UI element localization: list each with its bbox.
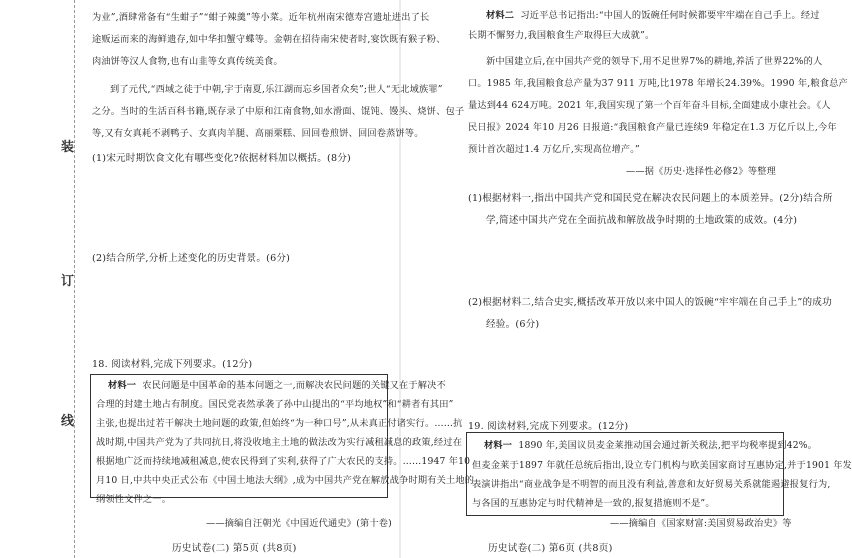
text-line: 表演讲指出“商业战争是不明智的而且没有利益,善意和友好贸易关系就能遏避报复行为, (472, 479, 831, 490)
binding-mark-zhuang: 装 (61, 134, 74, 157)
text-line: 月10 日,中共中央正式公布《中国土地法大纲》,成为中国共产党在解放战争时期有关土地的 (96, 475, 475, 486)
right-page (400, 0, 852, 558)
question-2: (2)根据材料二,结合史实,概括改革开放以来中国人的饭碗“牢牢端在自己手上”的成功 (468, 297, 832, 308)
question-2: (2)结合所学,分析上述变化的历史背景。(6分) (92, 253, 291, 264)
binding-mark-ding: 订 (61, 268, 74, 291)
page-footer: 历史试卷(二) 第5页 (共8页) (172, 543, 297, 554)
text-line: 途贩运而来的海鲜遗存,如中华扣蟹守蝶等。金朝在招待南宋使者时,宴饮既有猴子粉、 (92, 34, 446, 45)
material-label: 材料二 (486, 10, 515, 21)
source-citation: ——据《历史·选择性必修2》等整理 (626, 166, 776, 177)
text-line: 纲领性文件之一。 (96, 494, 172, 505)
page-footer: 历史试卷(二) 第6页 (共8页) (488, 543, 613, 554)
text-line: 长期不懈努力,我国粮食生产取得巨大成就”。 (468, 30, 655, 41)
text-line: 等,又有女真耗不剥鸭子、女真肉羊腿、高丽栗糕、回回卷煎饼、回回卷蒸饼等。 (92, 128, 424, 139)
question-19-heading: 19. 阅读材料,完成下列要求。(12分) (468, 421, 629, 432)
text-line: 材料一 农民问题是中国革命的基本问题之一,而解决农民问题的关键又在于解决不 (108, 380, 446, 391)
text-line: 新中国建立后,在中国共产党的领导下,用不足世界7%的耕地,养活了世界22%的人 (486, 56, 823, 67)
text-line: 量达到44 624万吨。2021 年,我国实现了第一个百年奋斗目标,全面建成小康社会。《人 (468, 100, 831, 111)
material-label: 材料一 (108, 380, 137, 391)
text-line: 材料二 习近平总书记指出:“中国人的饭碗任何时候都要牢牢端在自己手上。经过 (486, 10, 820, 21)
question-1-cont: 学,简述中国共产党在全面抗战和解放战争时期的土地政策的成效。(4分) (486, 215, 798, 226)
text-line: 预计首次超过1.4 万亿斤,实现高位增产。” (468, 144, 640, 155)
question-18-heading: 18. 阅读材料,完成下列要求。(12分) (92, 359, 253, 370)
material-label: 材料一 (484, 440, 513, 451)
text-line: 与各国的互惠协定与时代精神是一致的,报复措施则不是”。 (472, 498, 715, 509)
text-line: 肉油饼等汉人食物,也有山韭等女真传统美食。 (92, 56, 283, 67)
text-line: 民日报》2024 年10 月26 日报道:“我国粮食产量已连续9 年稳定在1.3 万亿斤以上,今年 (468, 122, 837, 133)
text-line: 合理的封建土地占有制度。国民党表然承袭了孙中山提出的“平均地权”和“耕者有其田” (96, 399, 454, 410)
question-1: (1)宋元时期饮食文化有哪些变化?依据材料加以概括。(8分) (92, 153, 351, 164)
text-line: 之分。当时的生活百科书籍,既存录了中原和江南食物,如水滑面、馄饨、馒头、烧饼、包子 (92, 106, 465, 117)
text-line: 战时期,中国共产党为了共同抗日,将没收地主土地的做法改为实行减租减息的政策,经过在 (96, 437, 463, 448)
source-citation: ——摘编自《国家财富:美国贸易政治史》等 (610, 518, 792, 529)
text-line: 主张,也提出过若干解决土地问题的政策,但始终“为一种口号”,从未真正付诸实行。……抗 (96, 418, 463, 429)
text-line: 但麦金莱于1897 年就任总统后指出,设立专门机构与欧美国家商讨互惠协定,并于1901 年发 (472, 460, 852, 471)
text-line: 口。1985 年,我国粮食总产量为37 911 万吨,比1978 年增长24.39%。1990 年,粮食总产 (468, 78, 848, 89)
text-line: 到了元代,“西域之徒于中朝,宇于南夏,乐江湖而忘乡国者众矣”;世人“无北域族罪” (110, 84, 443, 95)
binding-line (74, 0, 75, 558)
binding-mark-xian: 线 (61, 408, 74, 431)
source-citation: ——摘编自汪朝光《中国近代通史》(第十卷) (206, 518, 392, 529)
question-2-cont: 经验。(6分) (486, 319, 540, 330)
text-line: 材料一 1890 年,美国议员麦金莱推动国会通过新关税法,把平均税率提到42%。 (484, 440, 818, 451)
text-line: 为业”,酒肆常备有“生蚶子”“蚶子辣羹”等小菜。近年杭州南宋德寿宫遗址进出了长 (92, 12, 430, 23)
text-line: 根据地广泛而持续地减租减息,使农民得到了实利,获得了广大农民的支持。……1947 年10 (96, 456, 471, 467)
question-1: (1)根据材料一,指出中国共产党和国民党在解决农民问题上的本质差异。(2分)结合所 (468, 193, 833, 204)
